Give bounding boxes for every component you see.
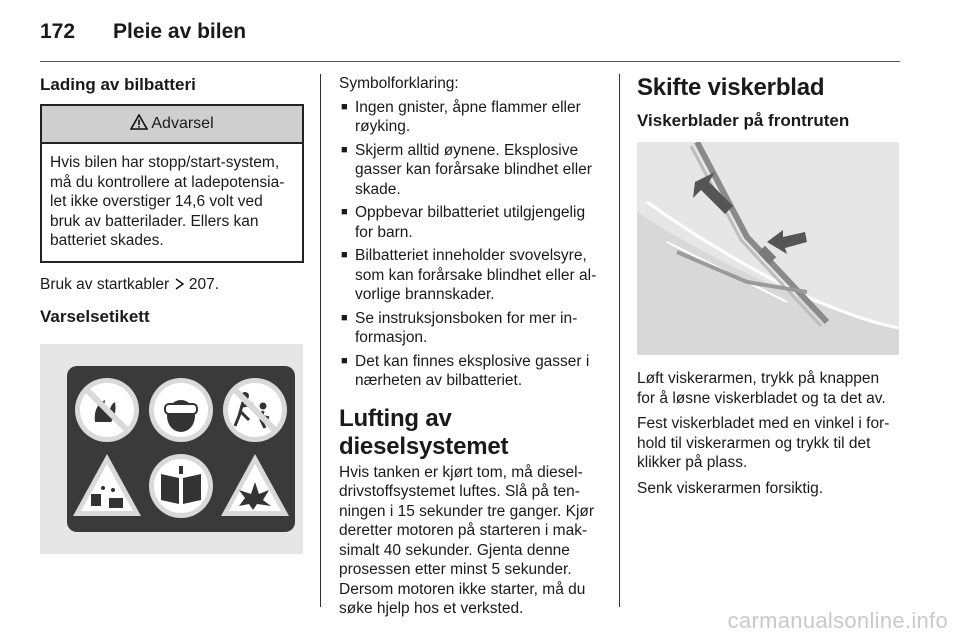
diesel-venting-text: Hvis tanken er kjørt tom, må diesel-drivstoffsystemet luftes. Slå på ten-ningen i 15 sekunder tre ganger. Kjør deretter motoren på starteren i mak-simalt 40 sekunder. Gjenta denne prosessen etter minst 5 sekunder. Dersom motoren ikke starter, må du søke hjelp hos et verksted. [339, 463, 595, 617]
jump-start-reference [40, 275, 304, 295]
warning-triangle-icon [130, 114, 148, 135]
wiper-step-2: Fest viskerbladet med en vinkel i for-hold til viskerarmen og trykk til det klikker på plass. [637, 415, 890, 471]
keep-children-away-icon [223, 378, 287, 442]
list-item: ■ Se instruksjonsboken for mer in-formasjon. [341, 309, 578, 346]
warning-box [40, 104, 304, 263]
list-item: ■ Det kan finnes eksplosive gasser i nærheten av bilbatteriet. [341, 352, 590, 389]
bullet-square-icon: ■ [341, 311, 348, 324]
warning-text: Hvis bilen har stopp/start-system, må du kontrollere at ladepotensia-let ikke overstiger 14,6 volt ved bruk av batterilader. Ellers kan batteriet skades. [50, 154, 285, 249]
eye-protection-icon [149, 378, 213, 442]
wiper-step-1: Løft viskerarmen, trykk på knappen for å løsne viskerbladet og ta det av. [637, 370, 886, 407]
bullet-square-icon: ■ [341, 354, 348, 367]
corrosive-acid-icon [73, 454, 141, 516]
section-heading-wiper-blade: Skifte viskerblad [637, 74, 825, 101]
symbol-legend-intro: Symbolforklaring: [339, 75, 459, 92]
page-reference-arrow-icon [174, 276, 185, 293]
section-heading-diesel-venting: Lufting av dieselsystemet [339, 404, 509, 460]
list-item: ■ Oppbevar bilbatteriet utilgjengelig for barn. [341, 204, 586, 241]
page-title: Pleie av bilen [113, 20, 247, 43]
list-item: ■ Ingen gnister, åpne flammer eller røyking. [341, 98, 581, 135]
list-item: ■ Skjerm alltid øynene. Eksplosive gasser kan forårsake blindhet eller skade. [341, 141, 592, 198]
page-header [40, 20, 246, 46]
section-heading-battery-charging: Lading av bilbatteri [40, 75, 196, 94]
bullet-square-icon: ■ [341, 100, 348, 113]
explosive-gas-icon [221, 454, 289, 516]
watermark: carmanualsonline.info [727, 608, 948, 633]
label-panel [67, 366, 295, 532]
header-divider [40, 61, 900, 62]
bullet-square-icon: ■ [341, 143, 348, 156]
column-divider-1 [320, 74, 321, 607]
reference-page: 207. [184, 275, 220, 293]
warning-title: Advarsel [151, 115, 214, 133]
column-divider-2 [619, 74, 620, 607]
column-3 [637, 74, 899, 498]
wiper-step-3: Senk viskerarmen forsiktig. [637, 479, 824, 497]
section-heading-warning-label: Varselsetikett [40, 307, 150, 326]
column-2 [339, 74, 605, 619]
column-1 [40, 74, 304, 554]
warning-header [42, 106, 302, 144]
bullet-square-icon: ■ [341, 249, 348, 261]
page-number: 172 [40, 20, 76, 43]
wiper-blade-illustration [637, 142, 899, 355]
battery-warning-label-image [40, 344, 303, 554]
subheading-windscreen-wipers: Viskerblader på frontruten [637, 111, 850, 130]
reference-text: Bruk av startkabler [40, 275, 174, 293]
bullet-square-icon: ■ [341, 206, 348, 218]
no-fire-smoking-icon [75, 378, 139, 442]
list-item: ■ Bilbatteriet inneholder svovelsyre, som kan forårsake blindhet eller al-vorlige brannskader. [341, 247, 597, 303]
read-manual-icon [149, 454, 213, 518]
